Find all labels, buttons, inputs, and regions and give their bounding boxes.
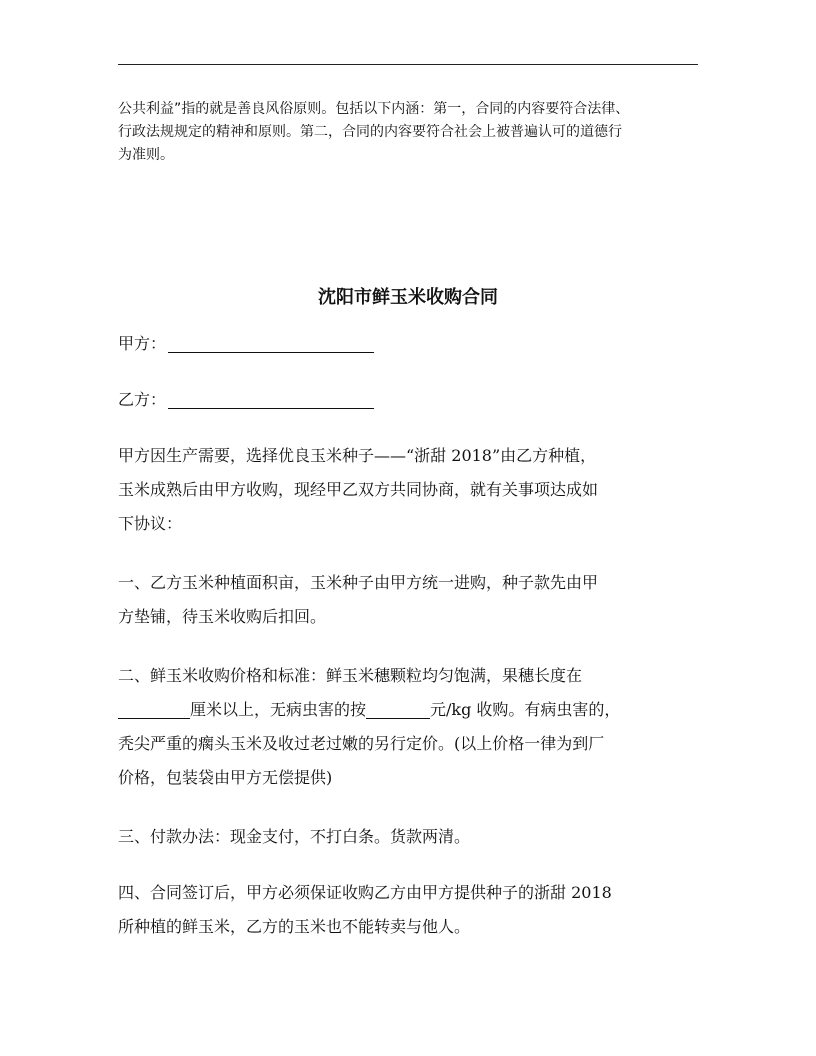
clause-2 xyxy=(118,659,718,795)
intro-line: 公共利益”指的就是善良风俗原则。包括以下内涵：第一，合同的内容要符合法律、 xyxy=(118,101,630,117)
header-rule xyxy=(118,64,698,65)
clause-4 xyxy=(118,876,718,944)
clause-1-line: 一、乙方玉米种植面积亩，玉米种子由甲方统一进购，种子款先由甲 xyxy=(118,573,599,592)
clause-2-line: 二、鲜玉米收购价格和标准：鲜玉米穗颗粒均匀饱满，果穗长度在 xyxy=(118,666,583,685)
price-blank[interactable] xyxy=(366,698,430,719)
intro-paragraph xyxy=(118,98,708,167)
length-blank[interactable] xyxy=(118,698,190,719)
preamble-line: 甲方因生产需要，选择优良玉米种子——“浙甜 2018”由乙方种植， xyxy=(118,446,597,465)
party-b-blank[interactable] xyxy=(168,388,374,409)
preamble-line: 玉米成熟后由甲方收购，现经甲乙双方共同协商，就有关事项达成如 xyxy=(118,480,599,499)
clause-3 xyxy=(118,820,718,854)
preamble-paragraph xyxy=(118,439,718,541)
clause-3-line: 三、付款办法：现金支付，不打白条。货款两清。 xyxy=(118,827,471,846)
party-a-label: 甲方： xyxy=(118,334,167,353)
contract-title: 沈阳市鲜玉米收购合同 xyxy=(318,287,498,308)
clause-2-line xyxy=(118,693,718,727)
clause-2-end-text: 元/kg 收购。有病虫害的， xyxy=(430,700,621,719)
party-a-blank[interactable] xyxy=(168,332,374,353)
intro-line: 行政法规规定的精神和原则。第二，合同的内容要符合社会上被普遍认可的道德行 xyxy=(118,124,622,140)
clause-1 xyxy=(118,566,718,634)
clause-2-line: 秃尖严重的瘸头玉米及收过老过嫩的另行定价。(以上价格一律为到厂 xyxy=(118,734,605,753)
party-b-row xyxy=(118,383,718,417)
clause-4-line: 所种植的鲜玉米，乙方的玉米也不能转卖与他人。 xyxy=(118,917,471,936)
clause-4-line: 四、合同签订后，甲方必须保证收购乙方由甲方提供种子的浙甜 2018 xyxy=(118,883,612,902)
party-a-row xyxy=(118,327,718,361)
party-b-label: 乙方： xyxy=(118,390,167,409)
intro-line: 为准则。 xyxy=(118,147,174,163)
clause-1-line: 方垫铺，待玉米收购后扣回。 xyxy=(118,607,327,626)
clause-2-mid-text: 厘米以上，无病虫害的按 xyxy=(190,700,367,719)
preamble-line: 下协议： xyxy=(118,514,183,533)
clause-2-line: 价格，包装袋由甲方无偿提供) xyxy=(118,768,333,787)
